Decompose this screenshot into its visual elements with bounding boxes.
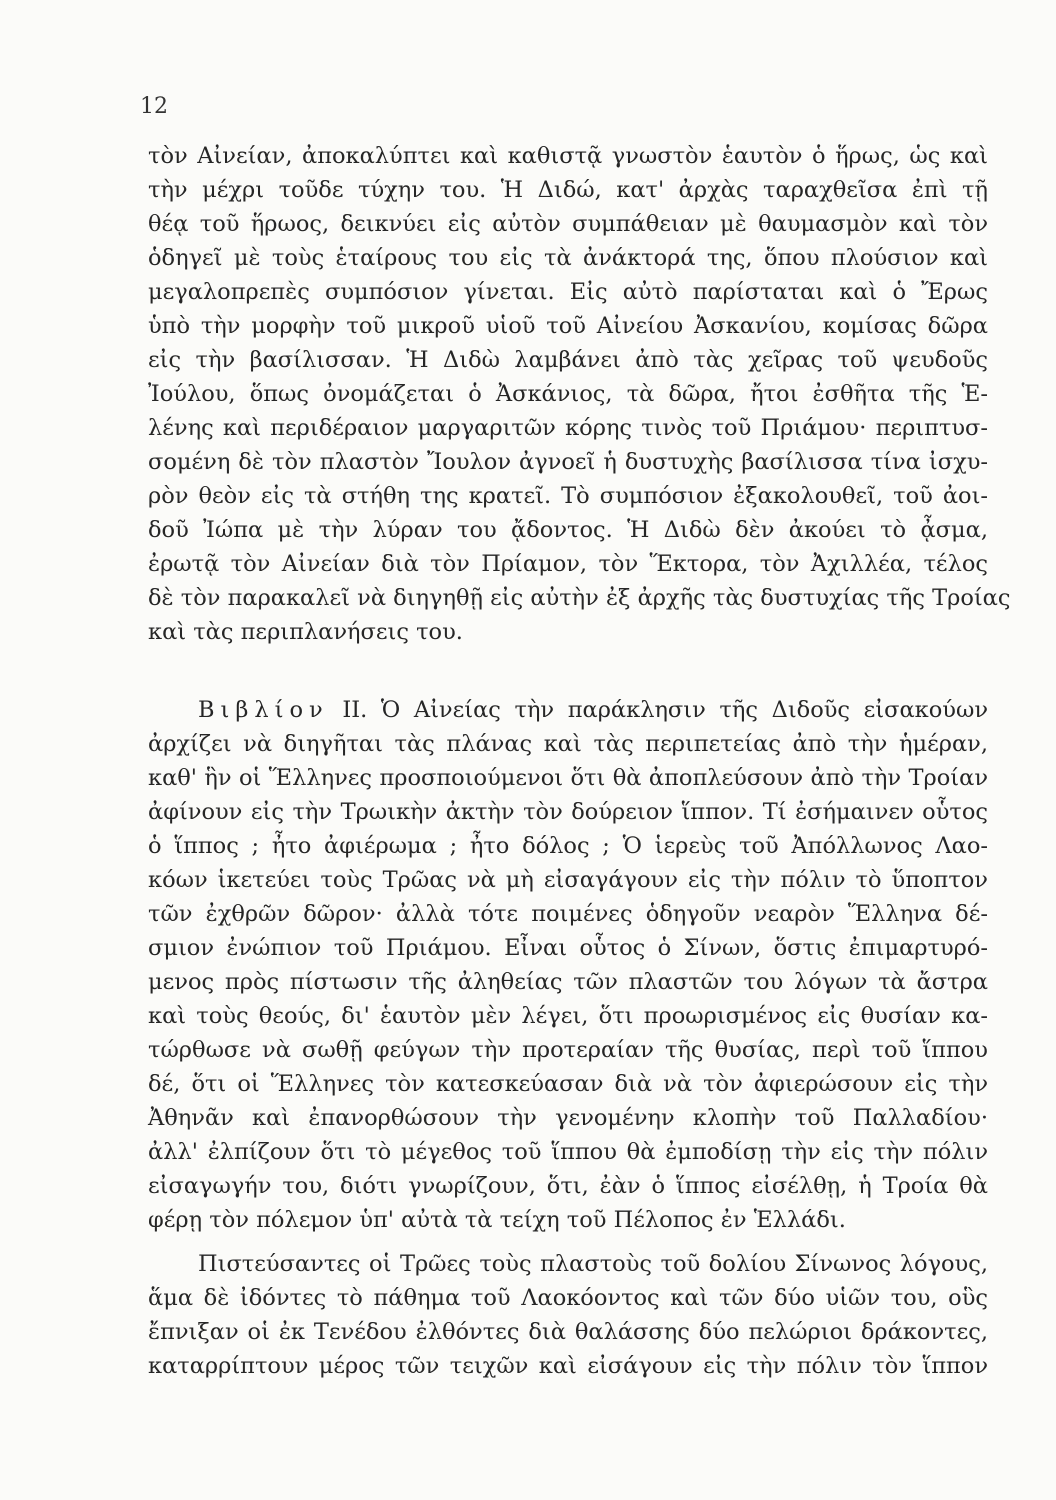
- text-line: καὶ τοὺς θεούς, δι' ἑαυτὸν μὲν λέγει, ὅτι προωρισμένος εἰς θυσίαν κα-: [148, 1003, 988, 1029]
- text-line: II. Ὁ Αἰνείας τὴν παράκλησιν τῆς Διδοῦς εἰσακούων: [342, 697, 988, 723]
- text-line: δὲ τὸν παρακαλεῖ νὰ διηγηθῇ εἰς αὐτὴν ἐξ ἀρχῆς τὰς δυστυχίας τῆς Τροίας: [148, 585, 1011, 611]
- text-line: ἅμα δὲ ἰδόντες τὸ πάθημα τοῦ Λαοκόοντος καὶ τῶν δύο υἱῶν του, οὓς: [148, 1285, 988, 1311]
- text-line: ἀφίνουν εἰς τὴν Τρωικὴν ἀκτὴν τὸν δούρειον ἵππον. Τί ἐσήμαινεν οὗτος: [148, 799, 988, 825]
- text-line: ὁδηγεῖ μὲ τοὺς ἑταίρους του εἰς τὰ ἀνάκτορά της, ὅπου πλούσιον καὶ: [148, 245, 988, 271]
- text-line: λένης καὶ περιδέραιον μαργαριτῶν κόρης τινὸς τοῦ Πριάμου· περιπτυσ-: [148, 415, 988, 441]
- text-line: Ἰούλου, ὅπως ὀνομάζεται ὁ Ἀσκάνιος, τὰ δῶρα, ἤτοι ἐσθῆτα τῆς Ἑ-: [148, 381, 988, 407]
- text-line: ἀρχίζει νὰ διηγῆται τὰς πλάνας καὶ τὰς περιπετείας ἀπὸ τὴν ἡμέραν,: [148, 731, 988, 757]
- text-line: κόων ἱκετεύει τοὺς Τρῶας νὰ μὴ εἰσαγάγουν εἰς τὴν πόλιν τὸ ὕποπτον: [148, 867, 988, 893]
- text-line: Πιστεύσαντες οἱ Τρῶες τοὺς πλαστοὺς τοῦ δολίου Σίνωνος λόγους,: [198, 1251, 988, 1277]
- text-line: τώρθωσε νὰ σωθῇ φεύγων τὴν προτεραίαν τῆς θυσίας, περὶ τοῦ ἵππου: [148, 1037, 988, 1063]
- text-line: μεγαλοπρεπὲς συμπόσιον γίνεται. Εἰς αὐτὸ παρίσταται καὶ ὁ Ἔρως: [148, 279, 988, 305]
- text-line: ἀλλ' ἐλπίζουν ὅτι τὸ μέγεθος τοῦ ἵππου θὰ ἐμποδίσῃ τὴν εἰς τὴν πόλιν: [148, 1139, 988, 1165]
- text-line: εἰσαγωγήν του, διότι γνωρίζουν, ὅτι, ἐὰν ὁ ἵππος εἰσέλθῃ, ἡ Τροία θὰ: [148, 1173, 988, 1199]
- text-line: φέρῃ τὸν πόλεμον ὑπ' αὐτὰ τὰ τείχη τοῦ Πέλοπος ἐν Ἑλλάδι.: [148, 1207, 846, 1233]
- text-line: καὶ τὰς περιπλανήσεις του.: [148, 619, 463, 645]
- text-line: θέᾳ τοῦ ἥρωος, δεικνύει εἰς αὐτὸν συμπάθειαν μὲ θαυμασμὸν καὶ τὸν: [148, 211, 988, 237]
- text-line: μενος πρὸς πίστωσιν τῆς ἀληθείας τῶν πλαστῶν του λόγων τὰ ἄστρα: [148, 969, 988, 995]
- book-heading: Βιβλίον: [198, 697, 329, 723]
- text-line: ἐρωτᾷ τὸν Αἰνείαν διὰ τὸν Πρίαμον, τὸν Ἕκτορα, τὸν Ἀχιλλέα, τέλος: [148, 551, 988, 577]
- text-line: ρὸν θεὸν εἰς τὰ στήθη της κρατεῖ. Τὸ συμπόσιον ἐξακολουθεῖ, τοῦ ἀοι-: [148, 483, 988, 509]
- text-line: ὁ ἵππος ; ἦτο ἀφιέρωμα ; ἦτο δόλος ; Ὁ ἱερεὺς τοῦ Ἀπόλλωνος Λαο-: [148, 833, 988, 859]
- text-line: σμιον ἐνώπιον τοῦ Πριάμου. Εἶναι οὗτος ὁ Σίνων, ὅστις ἐπιμαρτυρό-: [148, 935, 988, 961]
- text-line: ὑπὸ τὴν μορφὴν τοῦ μικροῦ υἱοῦ τοῦ Αἰνείου Ἀσκανίου, κομίσας δῶρα: [148, 313, 988, 339]
- text-line: τὸν Αἰνείαν, ἀποκαλύπτει καὶ καθιστᾷ γνωστὸν ἑαυτὸν ὁ ἥρως, ὡς καὶ: [148, 143, 988, 169]
- page-number: 12: [140, 94, 168, 119]
- text-line: εἰς τὴν βασίλισσαν. Ἡ Διδὼ λαμβάνει ἀπὸ τὰς χεῖρας τοῦ ψευδοῦς: [148, 347, 988, 373]
- text-line: δέ, ὅτι οἱ Ἕλληνες τὸν κατεσκεύασαν διὰ νὰ τὸν ἀφιερώσουν εἰς τὴν: [148, 1071, 988, 1097]
- text-line: καθ' ἣν οἱ Ἕλληνες προσποιούμενοι ὅτι θὰ ἀποπλεύσουν ἀπὸ τὴν Τροίαν: [148, 765, 988, 791]
- text-line: σομένη δὲ τὸν πλαστὸν Ἴουλον ἀγνοεῖ ἡ δυστυχὴς βασίλισσα τίνα ἰσχυ-: [148, 449, 988, 475]
- text-line: τὴν μέχρι τοῦδε τύχην του. Ἡ Διδώ, κατ' ἀρχὰς ταραχθεῖσα ἐπὶ τῇ: [148, 177, 988, 203]
- paragraph-2-first-line: [198, 694, 988, 727]
- text-line: ἔπνιξαν οἱ ἐκ Τενέδου ἐλθόντες διὰ θαλάσσης δύο πελώριοι δράκοντες,: [148, 1319, 988, 1345]
- text-line: δοῦ Ἰώπα μὲ τὴν λύραν του ᾄδοντος. Ἡ Διδὼ δὲν ἀκούει τὸ ᾆσμα,: [148, 517, 988, 543]
- text-line: καταρρίπτουν μέρος τῶν τειχῶν καὶ εἰσάγουν εἰς τὴν πόλιν τὸν ἵππον: [148, 1353, 988, 1379]
- text-line: Ἀθηνᾶν καὶ ἐπανορθώσουν τὴν γενομένην κλοπὴν τοῦ Παλλαδίου·: [148, 1105, 988, 1131]
- text-line: τῶν ἐχθρῶν δῶρον· ἀλλὰ τότε ποιμένες ὁδηγοῦν νεαρὸν Ἕλληνα δέ-: [148, 901, 988, 927]
